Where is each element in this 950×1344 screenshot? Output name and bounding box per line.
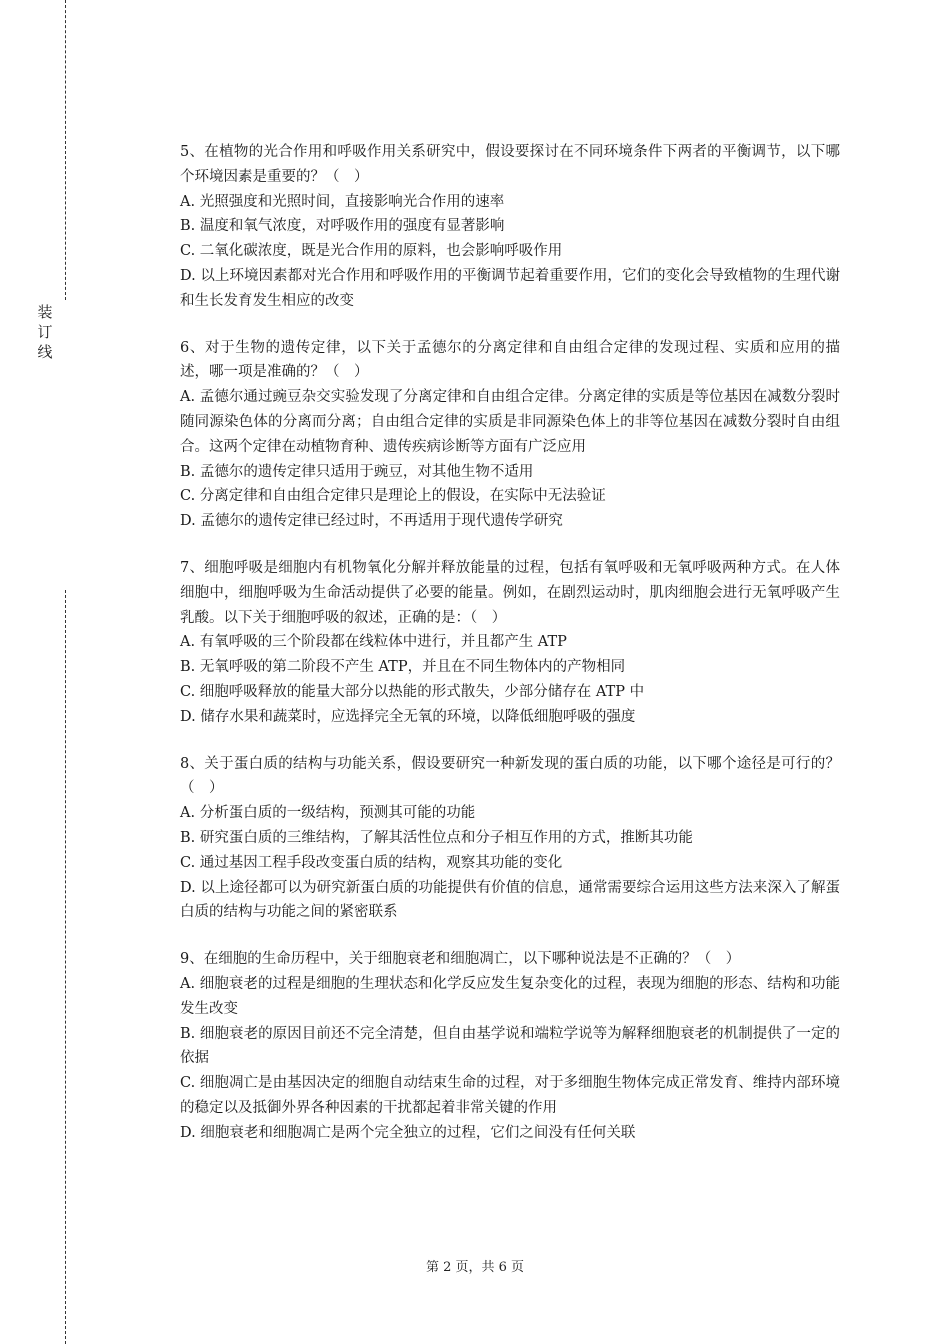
option-a[interactable]: A. 孟德尔通过豌豆杂交实验发现了分离定律和自由组合定律。分离定律的实质是等位基因在减数分裂时随同源染色体的分离而分离；自由组合定律的实质是非同源染色体上的非等位基因在减数分裂时自由组合。这两个定律在动植物育种、遗传疾病诊断等方面有广泛应用 bbox=[180, 389, 840, 455]
binding-label-char: 订 bbox=[37, 323, 53, 341]
question-8 bbox=[180, 752, 840, 926]
option-d[interactable]: D. 储存水果和蔬菜时，应选择完全无氧的环境，以降低细胞呼吸的强度 bbox=[180, 708, 636, 725]
question-stem: 7、细胞呼吸是细胞内有机物氧化分解并释放能量的过程，包括有氧呼吸和无氧呼吸两种方式。在人体细胞中，细胞呼吸为生命活动提供了必要的能量。例如，在剧烈运动时，肌肉细胞会进行无氧呼吸产生乳酸。以下关于细胞呼吸的叙述，正确的是：（ ） bbox=[180, 559, 840, 626]
option-b[interactable]: B. 孟德尔的遗传定律只适用于豌豆，对其他生物不适用 bbox=[180, 463, 534, 480]
option-d[interactable]: D. 孟德尔的遗传定律已经过时，不再适用于现代遗传学研究 bbox=[180, 513, 563, 530]
option-b[interactable]: B. 研究蛋白质的三维结构，了解其活性位点和分子相互作用的方式，推断其功能 bbox=[180, 829, 693, 846]
option-c[interactable]: C. 通过基因工程手段改变蛋白质的结构，观察其功能的变化 bbox=[180, 854, 563, 871]
binding-line-bottom bbox=[65, 590, 66, 1344]
binding-label-char: 线 bbox=[37, 343, 53, 361]
binding-label-char: 装 bbox=[37, 303, 53, 321]
question-list bbox=[180, 140, 840, 1167]
option-a[interactable]: A. 光照强度和光照时间，直接影响光合作用的速率 bbox=[180, 193, 505, 210]
option-b[interactable]: B. 细胞衰老的原因目前还不完全清楚，但自由基学说和端粒学说等为解释细胞衰老的机制提供了一定的依据 bbox=[180, 1025, 840, 1067]
option-c[interactable]: C. 细胞呼吸释放的能量大部分以热能的形式散失，少部分储存在 ATP 中 bbox=[180, 683, 645, 700]
question-7 bbox=[180, 556, 840, 730]
question-stem: 8、关于蛋白质的结构与功能关系，假设要研究一种新发现的蛋白质的功能，以下哪个途径是可行的？（ ） bbox=[180, 755, 840, 797]
question-stem: 5、在植物的光合作用和呼吸作用关系研究中，假设要探讨在不同环境条件下两者的平衡调节，以下哪个环境因素是重要的？（ ） bbox=[180, 144, 840, 185]
option-c[interactable]: C. 二氧化碳浓度，既是光合作用的原料，也会影响呼吸作用 bbox=[180, 243, 563, 260]
question-stem: 9、在细胞的生命历程中，关于细胞衰老和细胞凋亡，以下哪种说法是不正确的？（ ） bbox=[180, 951, 741, 968]
option-a[interactable]: A. 分析蛋白质的一级结构，预测其可能的功能 bbox=[180, 805, 476, 822]
option-c[interactable]: C. 细胞凋亡是由基因决定的细胞自动结束生命的过程，对于多细胞生物体完成正常发育、维持内部环境的稳定以及抵御外界各种因素的干扰都起着非常关键的作用 bbox=[180, 1075, 840, 1116]
question-5 bbox=[180, 140, 840, 314]
page-footer: 第 2 页，共 6 页 bbox=[425, 1260, 525, 1275]
option-b[interactable]: B. 无氧呼吸的第二阶段不产生 ATP，并且在不同生物体内的产物相同 bbox=[180, 659, 626, 676]
question-6 bbox=[180, 336, 840, 534]
option-d[interactable]: D. 细胞衰老和细胞凋亡是两个完全独立的过程，它们之间没有任何关联 bbox=[180, 1124, 636, 1141]
option-a[interactable]: A. 有氧呼吸的三个阶段都在线粒体中进行，并且都产生 ATP bbox=[180, 634, 567, 651]
binding-line-top bbox=[65, 0, 66, 300]
option-a[interactable]: A. 细胞衰老的过程是细胞的生理状态和化学反应发生复杂变化的过程，表现为细胞的形态、结构和功能发生改变 bbox=[180, 975, 840, 1017]
binding-label bbox=[34, 302, 56, 362]
option-b[interactable]: B. 温度和氧气浓度，对呼吸作用的强度有显著影响 bbox=[180, 218, 505, 235]
option-d[interactable]: D. 以上途径都可以为研究新蛋白质的功能提供有价值的信息，通常需要综合运用这些方法来深入了解蛋白质的结构与功能之间的紧密联系 bbox=[180, 879, 840, 921]
question-9 bbox=[180, 947, 840, 1145]
question-stem: 6、对于生物的遗传定律，以下关于孟德尔的分离定律和自由组合定律的发现过程、实质和应用的描述，哪一项是准确的？（ ） bbox=[180, 339, 840, 381]
option-c[interactable]: C. 分离定律和自由组合定律只是理论上的假设，在实际中无法验证 bbox=[180, 488, 606, 505]
option-d[interactable]: D. 以上环境因素都对光合作用和呼吸作用的平衡调节起着重要作用，它们的变化会导致植物的生理代谢和生长发育发生相应的改变 bbox=[180, 267, 840, 309]
